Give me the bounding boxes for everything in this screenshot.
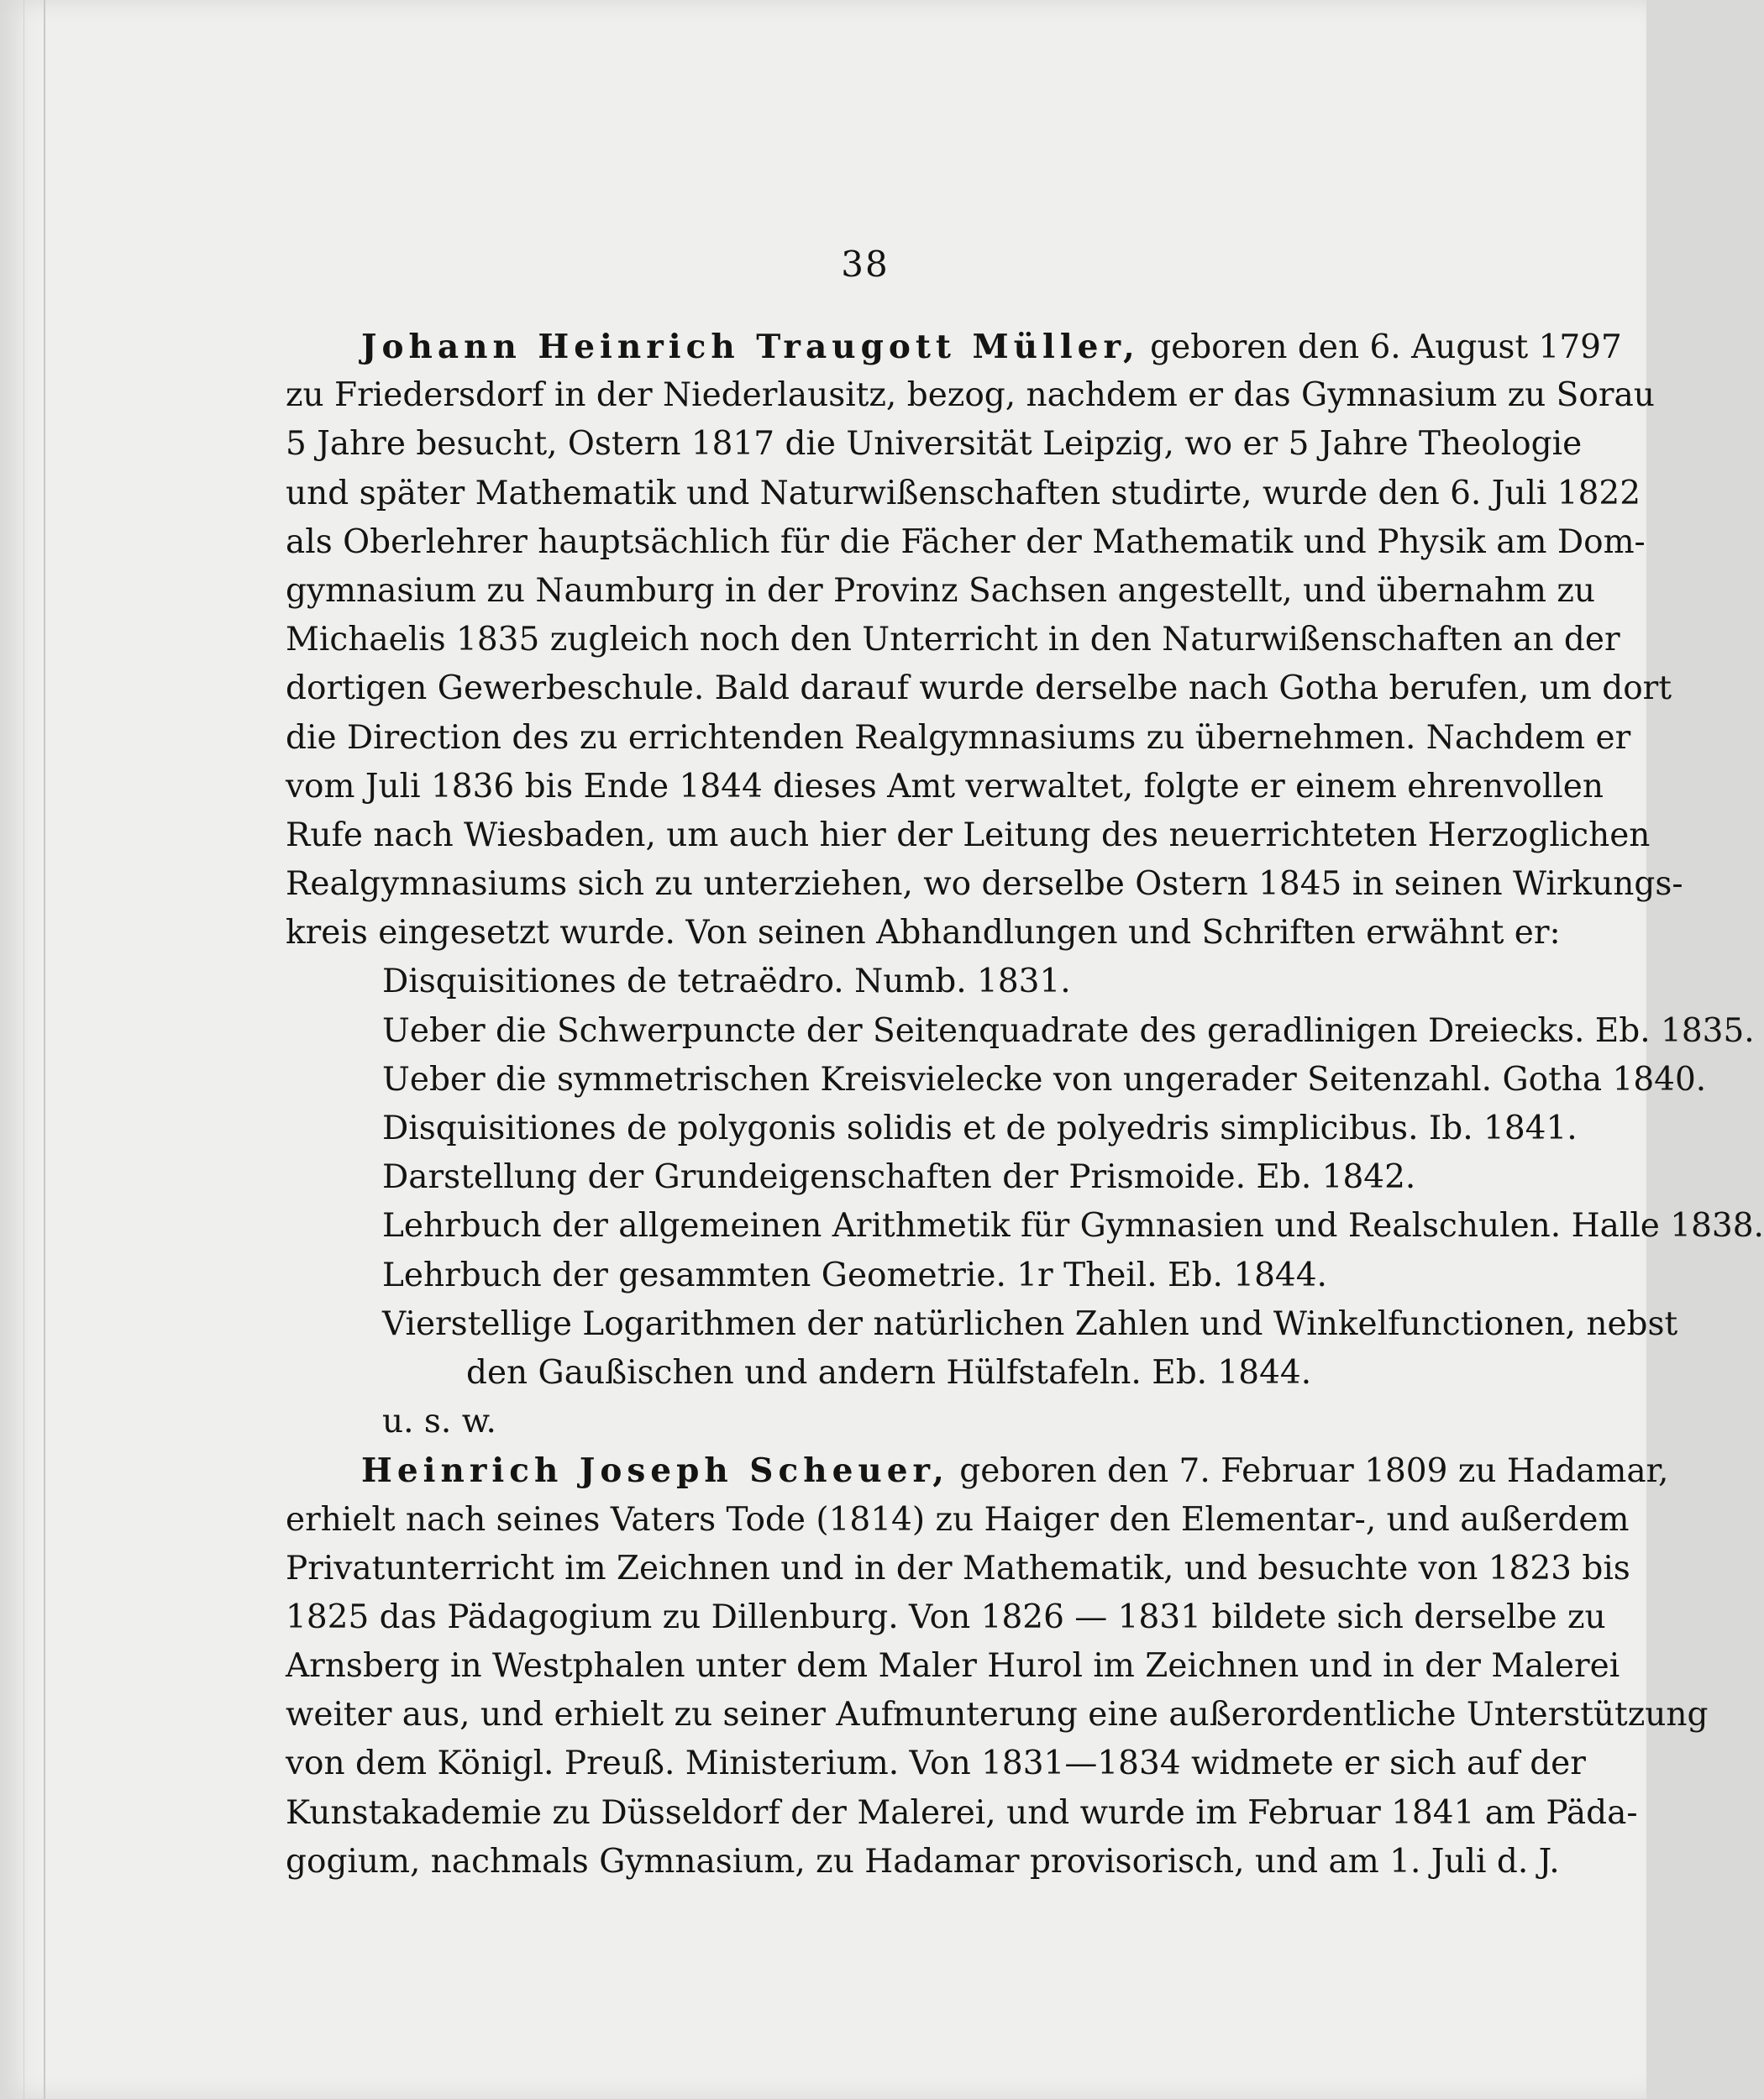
bio2-line: 1825 das Pädagogium zu Dillenburg. Von 1826 — 1831 bildete sich derselbe zu (286, 1598, 1606, 1636)
bio1-work: Disquisitiones de polygonis solidis et de polyedris simplicibus. Ib. 1841. (382, 1110, 1578, 1147)
bio2-name: Heinrich Joseph Scheuer, (361, 1451, 949, 1491)
bio1-first-line-rest: geboren den 6. August 1797 (1150, 328, 1622, 366)
bio1-work: Ueber die symmetrischen Kreisvielecke von ungerader Seitenzahl. Gotha 1840. (382, 1060, 1707, 1099)
bio2-first-line (286, 1446, 1669, 1495)
bio1-line: Rufe nach Wiesbaden, um auch hier der Leitung des neuerrichteten Herzoglichen (286, 816, 1651, 854)
bio1-work-continuation: den Gaußischen und andern Hülfstafeln. Eb. 1844. (466, 1353, 1312, 1392)
bio2-line: weiter aus, und erhielt zu seiner Aufmunterung eine außerordentliche Unterstützung (286, 1696, 1709, 1734)
bio1-line: 5 Jahre besucht, Ostern 1817 die Universität Leipzig, wo er 5 Jahre Theologie (286, 425, 1583, 464)
bio1-line: die Direction des zu errichtenden Realgymnasiums zu übernehmen. Nachdem er (286, 718, 1631, 757)
bio1-line: Michaelis 1835 zugleich noch den Unterricht in den Naturwißenschaften an der (286, 621, 1620, 659)
bio2-line: Kunstakademie zu Düsseldorf der Malerei, und wurde im Februar 1841 am Päda- (286, 1793, 1638, 1832)
page-number: 38 (841, 244, 890, 285)
bio1-line: und später Mathematik und Naturwißenschaften studirte, wurde den 6. Juli 1822 (286, 474, 1641, 512)
bio1-first-line (286, 323, 1622, 371)
bio1-line: gymnasium zu Naumburg in der Provinz Sachsen angestellt, und übernahm zu (286, 571, 1596, 610)
bio2-line: Arnsberg in Westphalen unter dem Maler Hurol im Zeichnen und in der Malerei (286, 1647, 1620, 1686)
bio1-work: Vierstellige Logarithmen der natürlichen Zahlen und Winkelfunctionen, nebst (382, 1304, 1678, 1343)
bio1-work: Darstellung der Grundeigenschaften der Prismoide. Eb. 1842. (382, 1158, 1416, 1197)
page-edge-shadow (44, 0, 45, 2099)
page-body (286, 323, 1764, 1886)
bio2-line: Privatunterricht im Zeichnen und in der Mathematik, und besuchte von 1823 bis (286, 1549, 1630, 1587)
bio2-first-line-rest: geboren den 7. Februar 1809 zu Hadamar, (959, 1452, 1669, 1491)
bio1-etc: u. s. w. (382, 1403, 496, 1441)
bio1-work: Lehrbuch der gesammten Geometrie. 1r Theil. Eb. 1844. (382, 1256, 1327, 1294)
bio1-line: Realgymnasiums sich zu unterziehen, wo derselbe Ostern 1845 in seinen Wirkungs- (286, 865, 1683, 904)
bio2-line: erhielt nach seines Vaters Tode (1814) zu Haiger den Elementar-, und außerdem (286, 1500, 1630, 1539)
bio1-work: Disquisitiones de tetraëdro. Numb. 1831. (382, 963, 1071, 1001)
bio1-line: dortigen Gewerbeschule. Bald darauf wurde derselbe nach Gotha berufen, um dort (286, 669, 1672, 708)
bio1-line: als Oberlehrer hauptsächlich für die Fächer der Mathematik und Physik am Dom- (286, 522, 1646, 561)
bio1-name: Johann Heinrich Traugott Müller, (361, 328, 1140, 366)
bio1-work: Ueber die Schwerpuncte der Seitenquadrate des geradlinigen Dreiecks. Eb. 1835. (382, 1011, 1755, 1050)
bio1-line: kreis eingesetzt wurde. Von seinen Abhandlungen und Schriften erwähnt er: (286, 914, 1561, 952)
bio2-line: von dem Königl. Preuß. Ministerium. Von 1831—1834 widmete er sich auf der (286, 1745, 1586, 1783)
bio1-line: zu Friedersdorf in der Niederlausitz, bezog, nachdem er das Gymnasium zu Sorau (286, 376, 1655, 415)
bio2-line: gogium, nachmals Gymnasium, zu Hadamar provisorisch, und am 1. Juli d. J. (286, 1842, 1560, 1881)
bio1-line: vom Juli 1836 bis Ende 1844 dieses Amt verwaltet, folgte er einem ehrenvollen (286, 767, 1604, 805)
bio1-work: Lehrbuch der allgemeinen Arithmetik für Gymnasien und Realschulen. Halle 1838. (382, 1207, 1764, 1246)
